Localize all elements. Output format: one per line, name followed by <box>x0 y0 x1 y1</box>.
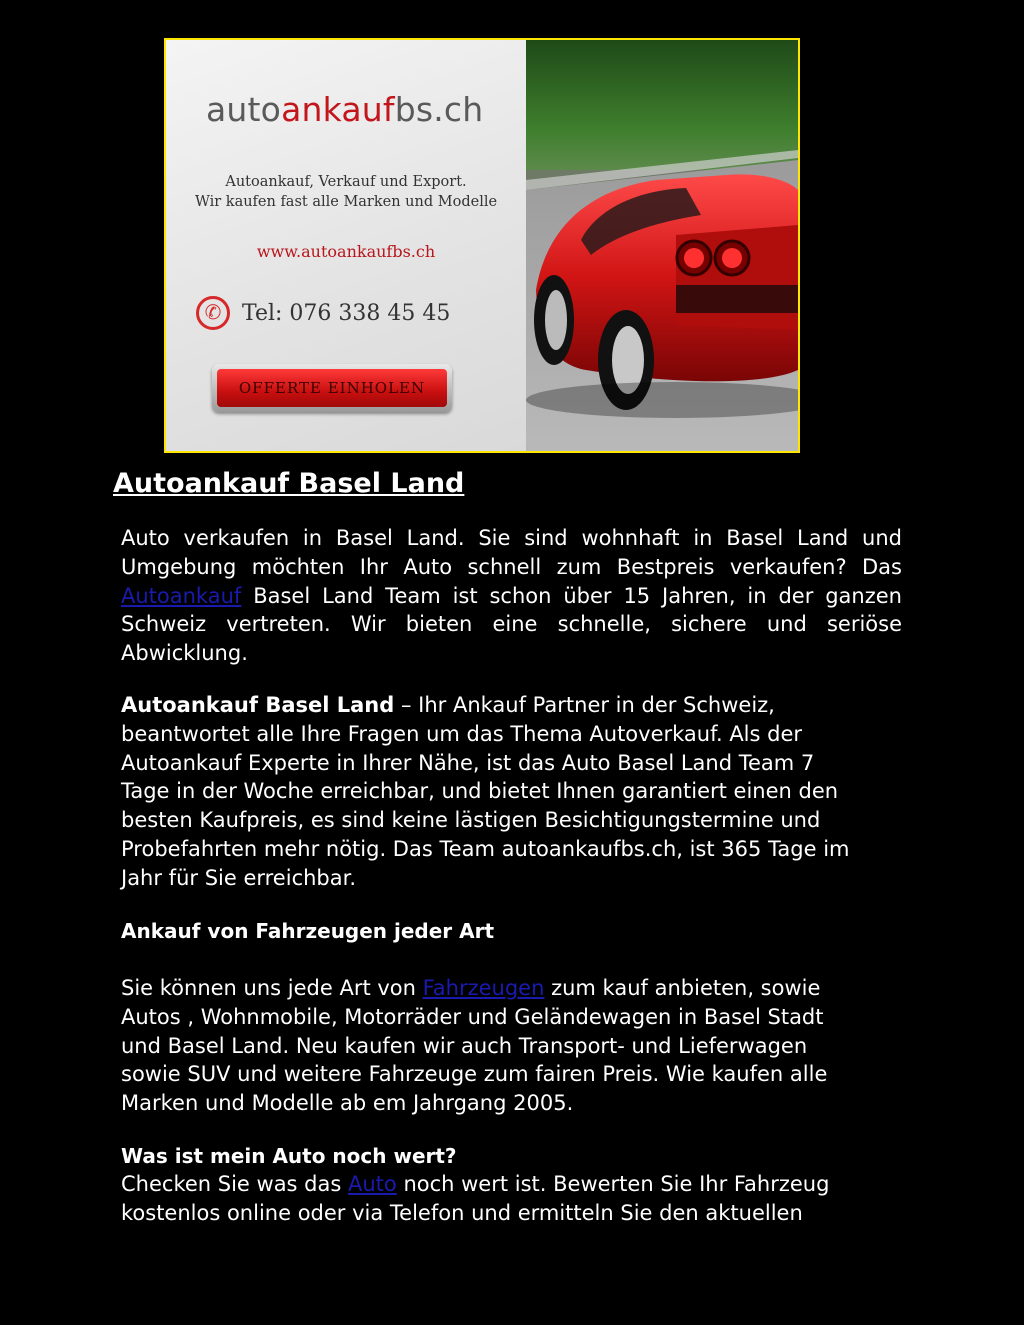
phone-number: Tel: 076 338 45 45 <box>242 300 451 326</box>
partner-line-4: Tage in der Woche erreichbar, und bietet Ihnen garantiert einen den <box>121 779 839 804</box>
brand-logo <box>206 90 483 129</box>
vehicles-line-1 <box>121 974 902 1003</box>
vehicles-text-after: zum kauf anbieten, sowie <box>544 976 821 1000</box>
article-title[interactable]: Autoankauf Basel Land <box>113 468 465 499</box>
intro-text-before: Auto verkaufen in Basel Land. Sie sind wohnhaft in Basel Land und Umgebung möchten Ihr Auto schnell zum Bestpreis verkaufen? Das <box>121 526 902 579</box>
intro-text-after: Basel Land Team ist schon über 15 Jahren, in der ganzen Schweiz vertreten. Wir bieten eine schnelle, sichere und seriöse Abwicklung. <box>121 583 902 666</box>
red-sports-car-illustration <box>526 40 798 451</box>
phone-icon: ✆ <box>196 296 230 330</box>
intro-paragraph <box>121 524 902 668</box>
partner-line-3: Autoankauf Experte in Ihrer Nähe, ist das Auto Basel Land Team 7 <box>121 750 815 775</box>
autoankauf-link[interactable]: Autoankauf <box>121 583 242 608</box>
brand-red: ankauf <box>281 90 395 129</box>
banner-tagline <box>166 172 526 212</box>
vehicles-line-5: Marken und Modelle ab em Jahrgang 2005. <box>121 1091 574 1116</box>
tagline-line-1: Autoankauf, Verkauf und Export. <box>225 174 467 190</box>
partner-line-5: besten Kaufpreis, es sind keine lästigen Besichtigungstermine und <box>121 808 821 833</box>
value-heading: Was ist mein Auto noch wert? <box>121 1144 457 1168</box>
brand-prefix: auto <box>206 90 282 129</box>
value-text-after: noch wert ist. Bewerten Sie Ihr Fahrzeug <box>396 1172 830 1196</box>
vehicles-paragraph <box>121 974 902 1118</box>
tagline-line-2: Wir kaufen fast alle Marken und Modelle <box>194 194 498 210</box>
partner-line-1-rest: – Ihr Ankauf Partner in der Schweiz, <box>394 693 775 717</box>
vehicles-line-4: sowie SUV und weitere Fahrzeuge zum fairen Preis. Wie kaufen alle <box>121 1062 828 1087</box>
partner-line-7: Jahr für Sie erreichbar. <box>121 865 356 890</box>
vehicles-line-2: Autos , Wohnmobile, Motorräder und Geländewagen in Basel Stadt <box>121 1004 824 1029</box>
banner-url[interactable]: www.autoankaufbs.ch <box>256 242 436 261</box>
offer-button-label: OFFERTE EINHOLEN <box>217 369 447 407</box>
partner-bold: Autoankauf Basel Land <box>121 693 395 717</box>
value-section <box>121 1142 902 1228</box>
car-photo <box>526 40 798 451</box>
partner-paragraph <box>121 691 902 893</box>
partner-line-1 <box>121 691 902 720</box>
value-line-1 <box>121 1170 902 1199</box>
brand-suffix: bs.ch <box>394 90 484 129</box>
vehicles-heading: Ankauf von Fahrzeugen jeder Art <box>121 919 495 943</box>
partner-line-2: beantwortet alle Ihre Fragen um das Thema Autoverkauf. Als der <box>121 721 803 746</box>
auto-link[interactable]: Auto <box>348 1172 397 1196</box>
vehicles-line-3: und Basel Land. Neu kaufen wir auch Transport- und Lieferwagen <box>121 1033 808 1058</box>
phone-row[interactable] <box>196 296 450 330</box>
value-text-before: Checken Sie was das <box>121 1172 348 1196</box>
offer-button[interactable] <box>212 364 452 412</box>
fahrzeugen-link[interactable]: Fahrzeugen <box>422 976 545 1000</box>
hero-banner[interactable] <box>164 38 800 453</box>
banner-info-panel <box>166 40 526 451</box>
value-line-2: kostenlos online oder via Telefon und ermitteln Sie den aktuellen <box>121 1200 803 1225</box>
vehicles-text-before: Sie können uns jede Art von <box>121 976 423 1000</box>
partner-line-6: Probefahrten mehr nötig. Das Team autoankaufbs.ch, ist 365 Tage im <box>121 836 850 861</box>
